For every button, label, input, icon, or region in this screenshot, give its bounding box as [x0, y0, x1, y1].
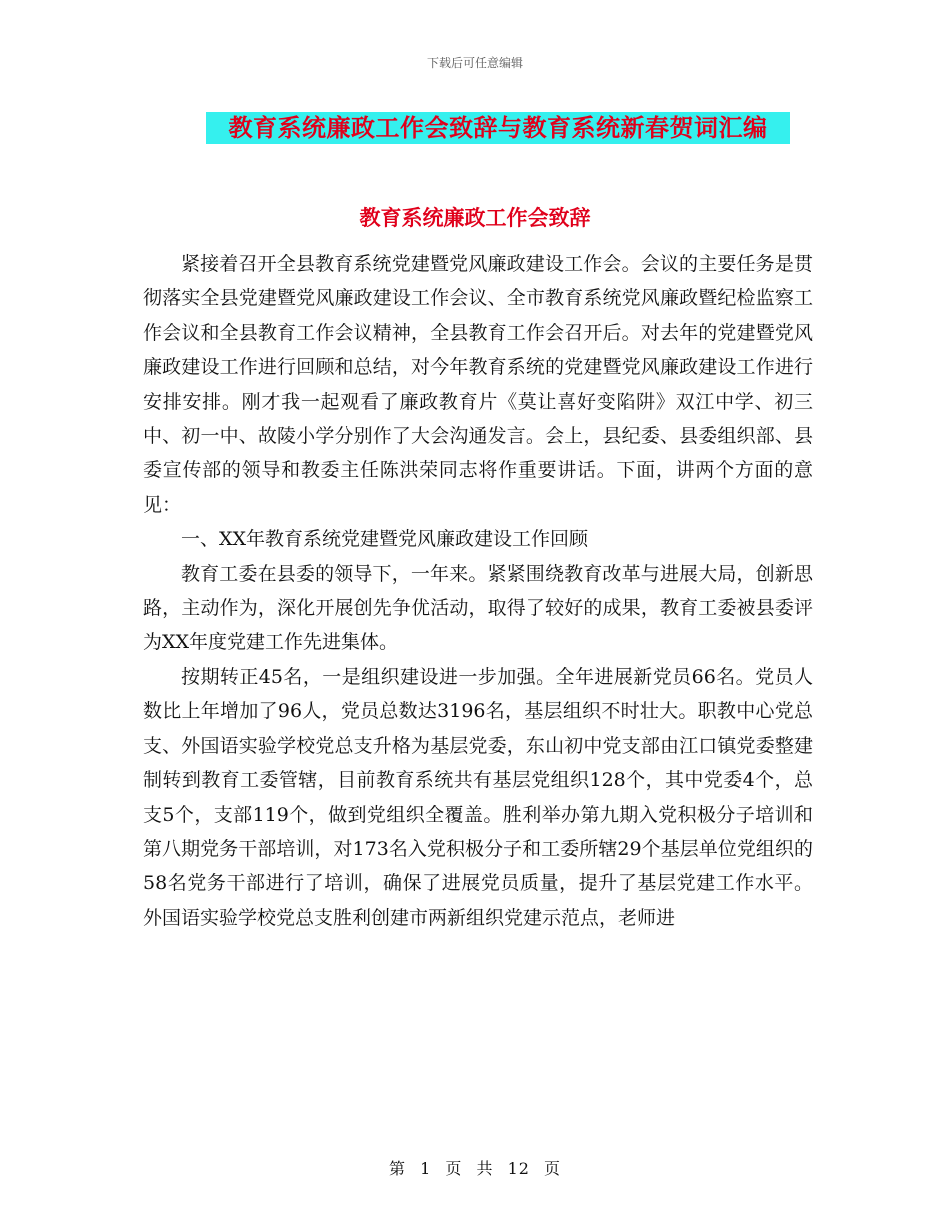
footer-suffix: 页 — [544, 1159, 562, 1178]
page-footer — [0, 1156, 950, 1179]
footer-prefix: 第 — [388, 1159, 406, 1178]
footer-total-pages: 12 — [507, 1159, 530, 1178]
footer-total-label: 共 — [476, 1159, 494, 1178]
document-title: 教育系统廉政工作会致辞与教育系统新春贺词汇编 — [206, 112, 790, 144]
section-title: 教育系统廉政工作会致辞 — [359, 205, 591, 230]
paragraph: 教育工委在县委的领导下，一年来。紧紧围绕教育改革与进展大局，创新思路，主动作为，深化开展创先争优活动，取得了较好的成果，教育工委被县委评为XX年度党建工作先进集体。 — [143, 562, 813, 654]
document-body — [143, 247, 813, 935]
footer-middle: 页 — [445, 1159, 463, 1178]
paragraph: 按期转正45名，一是组织建设进一步加强。全年进展新党员66名。党员人数比上年增加了96人，党员总数达3196名，基层组织不时壮大。职教中心党总支、外国语实验学校党总支升格为基层党委，东山初中党支部由江口镇党委整建制转到教育工委管辖，目前教育系统共有基层党组织128个，其中党委4个，总支5个，支部119个，做到党组织全覆盖。胜利举办第九期入党积极分子培训和第八期党务干部培训，对173名入党积极分子和工委所辖29个基层单位党组织的58名党务干部进行了培训，确保了进展党员质量，提升了基层党建工作水平。外国语实验学校党总支胜利创建市两新组织党建示范点，老师进 — [143, 665, 813, 929]
paragraph: 一、XX年教育系统党建暨党风廉政建设工作回顾 — [181, 528, 589, 551]
footer-page-number: 1 — [420, 1159, 432, 1178]
header-note: 下载后可任意编辑 — [426, 56, 523, 70]
paragraph: 紧接着召开全县教育系统党建暨党风廉政建设工作会。会议的主要任务是贯彻落实全县党建暨党风廉政建设工作会议、全市教育系统党风廉政暨纪检监察工作会议和全县教育工作会议精神，全县教育工作会召开后。对去年的党建暨党风廉政建设工作进行回顾和总结，对今年教育系统的党建暨党风廉政建设工作进行安排安排。刚才我一起观看了廉政教育片《莫让喜好变陷阱》双江中学、初三中、初一中、故陵小学分别作了大会沟通发言。会上，县纪委、县委组织部、县委宣传部的领导和教委主任陈洪荣同志将作重要讲话。下面，讲两个方面的意见： — [143, 253, 813, 516]
